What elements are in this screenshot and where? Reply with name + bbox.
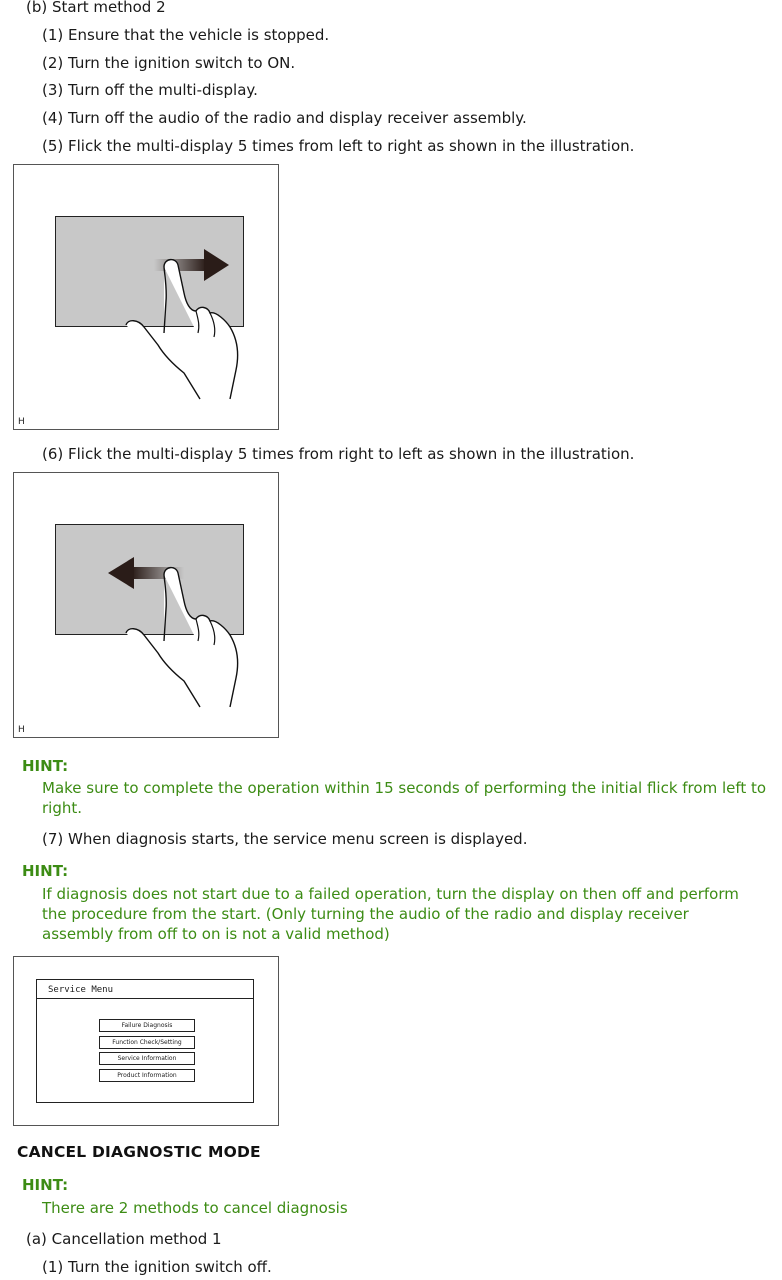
flick-left-illustration xyxy=(13,472,279,738)
flick-left-gesture-icon xyxy=(14,473,278,737)
service-menu-screen xyxy=(36,979,254,1103)
hint-text-3: There are 2 methods to cancel diagnosis xyxy=(42,1199,348,1217)
failure-diagnosis-button: Failure Diagnosis xyxy=(99,1019,195,1032)
hint-text-2: If diagnosis does not start due to a failed operation, turn the display on then off and perform the procedure from the start. (Only turning the audio of the radio and display receiver assembly from off to on is not a valid method) xyxy=(42,885,739,943)
cancel-diagnostic-mode-heading: CANCEL DIAGNOSTIC MODE xyxy=(17,1143,261,1161)
hint-label: HINT: xyxy=(22,757,69,775)
service-menu-title: Service Menu xyxy=(37,980,253,999)
hint-label: HINT: xyxy=(22,1176,69,1194)
function-check-setting-button: Function Check/Setting xyxy=(99,1036,195,1049)
cancel-step-1: (1) Turn the ignition switch off. xyxy=(42,1258,272,1276)
step-6: (6) Flick the multi-display 5 times from right to left as shown in the illustration. xyxy=(42,445,635,463)
hint-text-1: Make sure to complete the operation within 15 seconds of performing the initial flick from left to right. xyxy=(42,779,767,817)
step-5: (5) Flick the multi-display 5 times from left to right as shown in the illustration. xyxy=(42,137,635,155)
step-7: (7) When diagnosis starts, the service menu screen is displayed. xyxy=(42,830,528,848)
service-information-button: Service Information xyxy=(99,1052,195,1065)
cancellation-method-1-heading: (a) Cancellation method 1 xyxy=(26,1230,222,1248)
figure-mark: H xyxy=(18,725,25,735)
flick-right-gesture-icon xyxy=(14,165,278,429)
step-1: (1) Ensure that the vehicle is stopped. xyxy=(42,26,330,44)
product-information-button: Product Information xyxy=(99,1069,195,1082)
step-4: (4) Turn off the audio of the radio and display receiver assembly. xyxy=(42,109,527,127)
step-3: (3) Turn off the multi-display. xyxy=(42,81,258,99)
flick-right-illustration xyxy=(13,164,279,430)
step-2: (2) Turn the ignition switch to ON. xyxy=(42,54,296,72)
service-menu-illustration xyxy=(13,956,279,1126)
figure-mark: H xyxy=(18,417,25,427)
hint-label: HINT: xyxy=(22,862,69,880)
start-method-2-heading: (b) Start method 2 xyxy=(26,0,166,16)
